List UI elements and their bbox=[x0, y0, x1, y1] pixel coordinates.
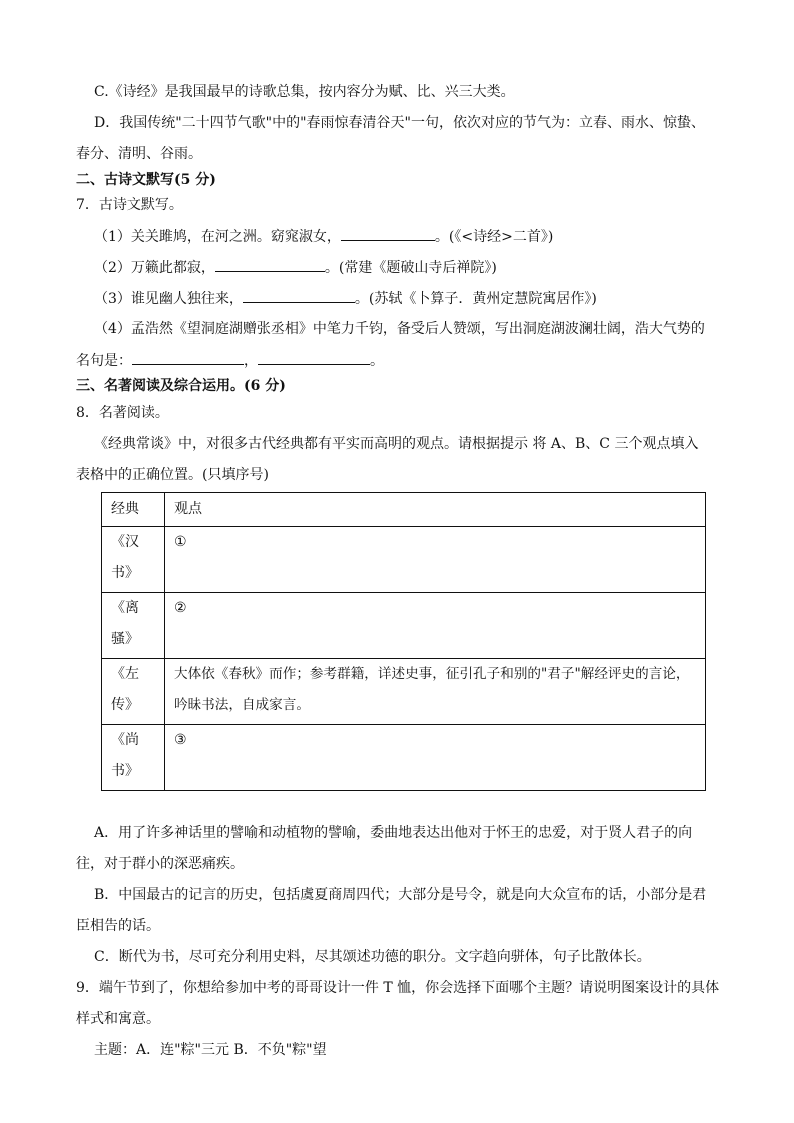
table-row bbox=[102, 593, 706, 659]
q8-intro-2: 表格中的正确位置。(只填序号) bbox=[76, 467, 269, 483]
answer-blank-4a[interactable] bbox=[132, 350, 244, 365]
answer-blank-4b[interactable] bbox=[258, 350, 370, 365]
q7-item-4-line-2 bbox=[76, 350, 384, 371]
book-cell bbox=[102, 725, 165, 791]
option-d-line-2: 春分、清明、谷雨。 bbox=[76, 146, 202, 162]
q9-line-2: 样式和寓意。 bbox=[76, 1011, 160, 1027]
answer-blank-2[interactable] bbox=[215, 257, 325, 272]
book-name-part-1: 《左 bbox=[111, 666, 139, 682]
book-name-part-2: 书》 bbox=[111, 565, 139, 581]
book-name-part-1: 《汉 bbox=[111, 534, 139, 550]
section-2-heading: 二、古诗文默写(5 分) bbox=[76, 172, 216, 188]
option-a-line-2: 往，对于群小的深恶痛疾。 bbox=[76, 856, 244, 872]
table-header-row bbox=[102, 493, 706, 527]
q7-item-1-text: （1）关关雎鸠，在河之洲。窈窕淑女， bbox=[94, 229, 341, 245]
q8-intro-1: 《经典常谈》中，对很多古代经典都有平实而高明的观点。请根据提示 将 A、B、C 三个观点填入 bbox=[94, 436, 699, 452]
table-row bbox=[102, 527, 706, 593]
q7-item-4-line-1: （4）孟浩然《望洞庭湖赠张丞相》中笔力千钧，备受后人赞颂，写出洞庭湖波澜壮阔，浩大气势的 bbox=[94, 321, 705, 337]
q9-line-1: 9．端午节到了，你想给参加中考的哥哥设计一件 T 恤，你会选择下面哪个主题？请说明图案设计的具体 bbox=[76, 980, 720, 996]
table-row bbox=[102, 659, 706, 725]
book-name-part-2: 骚》 bbox=[111, 631, 139, 647]
q7-item-1 bbox=[94, 226, 553, 247]
book-name-part-2: 传》 bbox=[111, 697, 139, 713]
book-cell bbox=[102, 593, 165, 659]
option-c-line-q8: C．断代为书，尽可充分利用史料，尽其颂述功德的职分。文字趋向骈体，句子比散体长。 bbox=[94, 949, 651, 965]
answer-blank-3[interactable] bbox=[243, 288, 355, 303]
option-a-line-1: A．用了许多神话里的譬喻和动植物的譬喻，委曲地表达出他对于怀王的忠爱，对于贤人君子的向 bbox=[94, 825, 693, 841]
option-c-line: C.《诗经》是我国最早的诗歌总集，按内容分为赋、比、兴三大类。 bbox=[94, 84, 515, 100]
header-view: 观点 bbox=[165, 493, 706, 527]
zuozhuan-view: 大体依《春秋》而作；参考群籍，详述史事，征引孔子和别的"君子"解经评史的言论，吟昧书法，自成家言。 bbox=[174, 666, 690, 713]
q7-item-3-source: 。(苏轼《卜算子．黄州定慧院寓居作》) bbox=[354, 291, 597, 307]
header-classic: 经典 bbox=[102, 493, 165, 527]
option-b-line-1: B．中国最古的记言的历史，包括虞夏商周四代；大部分是号令，就是向大众宣布的话，小部分是君 bbox=[94, 887, 707, 903]
view-cell-blank[interactable]: ① bbox=[165, 527, 706, 593]
book-cell bbox=[102, 659, 165, 725]
q7-item-4-prefix: 名句是： bbox=[76, 353, 132, 369]
q7-item-4-end: 。 bbox=[370, 353, 384, 369]
option-b-line-2: 臣相告的话。 bbox=[76, 918, 160, 934]
q7-item-2 bbox=[94, 257, 497, 278]
view-cell-blank[interactable]: ② bbox=[165, 593, 706, 659]
answer-blank-1[interactable] bbox=[341, 226, 435, 241]
book-name-part-1: 《离 bbox=[111, 600, 139, 616]
view-cell-blank[interactable]: ③ bbox=[165, 725, 706, 791]
q7-title: 7．古诗文默写。 bbox=[76, 197, 183, 213]
q9-theme: 主题：A．连"粽"三元 B．不负"粽"望 bbox=[94, 1042, 327, 1058]
section-3-heading: 三、名著阅读及综合运用。(6 分) bbox=[76, 378, 286, 394]
q7-item-4-comma: ， bbox=[244, 353, 258, 369]
table-row bbox=[102, 725, 706, 791]
book-name-part-2: 书》 bbox=[111, 763, 139, 779]
q7-item-3-text: （3）谁见幽人独往来， bbox=[94, 291, 243, 307]
book-cell bbox=[102, 527, 165, 593]
q7-item-2-source: 。(常建《题破山寺后禅院》) bbox=[324, 260, 497, 276]
q7-item-2-text: （2）万籁此都寂， bbox=[94, 260, 215, 276]
classics-table bbox=[101, 492, 706, 791]
q7-item-3 bbox=[94, 288, 597, 309]
q8-title: 8．名著阅读。 bbox=[76, 405, 169, 421]
view-cell-text bbox=[165, 659, 706, 725]
book-name-part-1: 《尚 bbox=[111, 732, 139, 748]
q7-item-1-source: 。(《<诗经>二首》) bbox=[434, 229, 554, 245]
option-d-line-1: D．我国传统"二十四节气歌"中的"春雨惊春清谷天"一句，依次对应的节气为：立春、雨水、惊蛰、 bbox=[94, 115, 705, 131]
